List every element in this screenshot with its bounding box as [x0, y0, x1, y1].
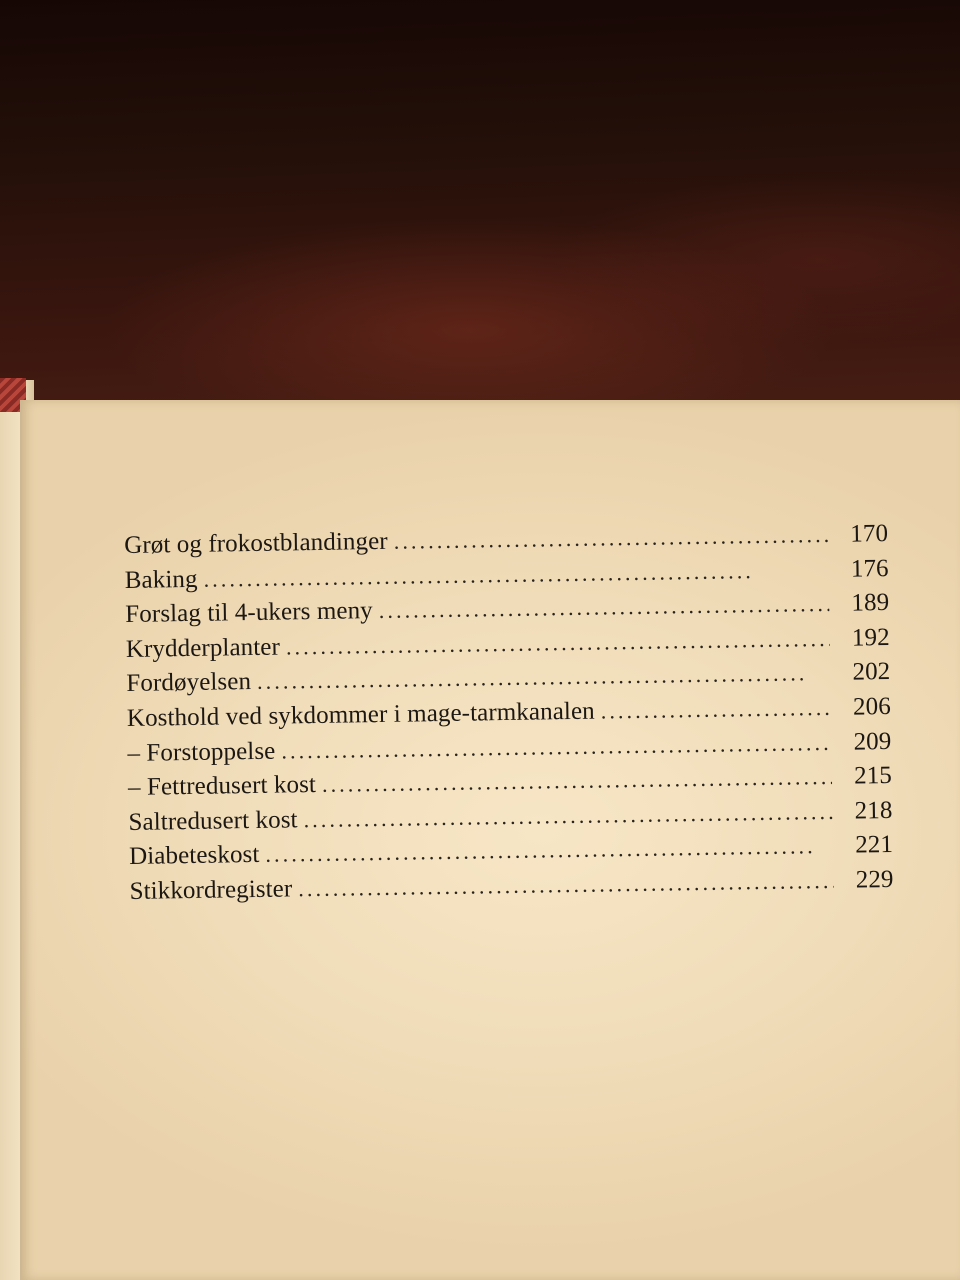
- toc-entry-title: Baking: [124, 565, 198, 594]
- toc-entry-title: Kosthold ved sykdommer i mage-tarmkanalen: [126, 697, 595, 732]
- toc-entry-page: 229: [855, 865, 894, 894]
- toc-entry-page: 215: [853, 762, 893, 790]
- toc-dot-leader: [601, 695, 832, 725]
- toc-entry-page: 176: [850, 554, 889, 583]
- table-of-contents: [124, 520, 894, 912]
- toc-entry-title: Saltredusert kost: [128, 806, 298, 836]
- toc-entry-title: Stikkordregister: [129, 875, 293, 905]
- toc-entry-page: 189: [851, 589, 890, 617]
- toc-entry-title: Krydderplanter: [125, 633, 281, 663]
- toc-entry-title: Diabeteskost: [128, 841, 260, 871]
- toc-entry-page: 206: [852, 692, 892, 721]
- toc-dot-leader: [394, 522, 829, 555]
- toc-entry-page: 209: [853, 727, 892, 756]
- toc-entry-title: Fordøyelsen: [126, 668, 252, 698]
- toc-entry-title: – Forstoppelse: [127, 737, 276, 767]
- toc-dot-leader: [298, 868, 834, 902]
- toc-entry-page: 218: [854, 796, 893, 825]
- toc-entry-page: 221: [854, 831, 894, 859]
- toc-entry-page: 202: [852, 658, 891, 686]
- toc-dot-leader: [379, 591, 830, 624]
- page-gutter: [20, 400, 22, 1280]
- toc-entry-page: 192: [851, 623, 890, 652]
- toc-entry-title: Grøt og frokostblandinger: [124, 527, 388, 559]
- toc-dot-leader: [303, 799, 832, 833]
- toc-entry-title: Forslag til 4-ukers meny: [125, 597, 373, 629]
- toc-entry-title: – Fettredusert kost: [127, 771, 317, 802]
- toc-dot-leader: [322, 764, 832, 798]
- toc-entry-page: 170: [850, 519, 889, 548]
- wooden-table-background: [0, 0, 960, 440]
